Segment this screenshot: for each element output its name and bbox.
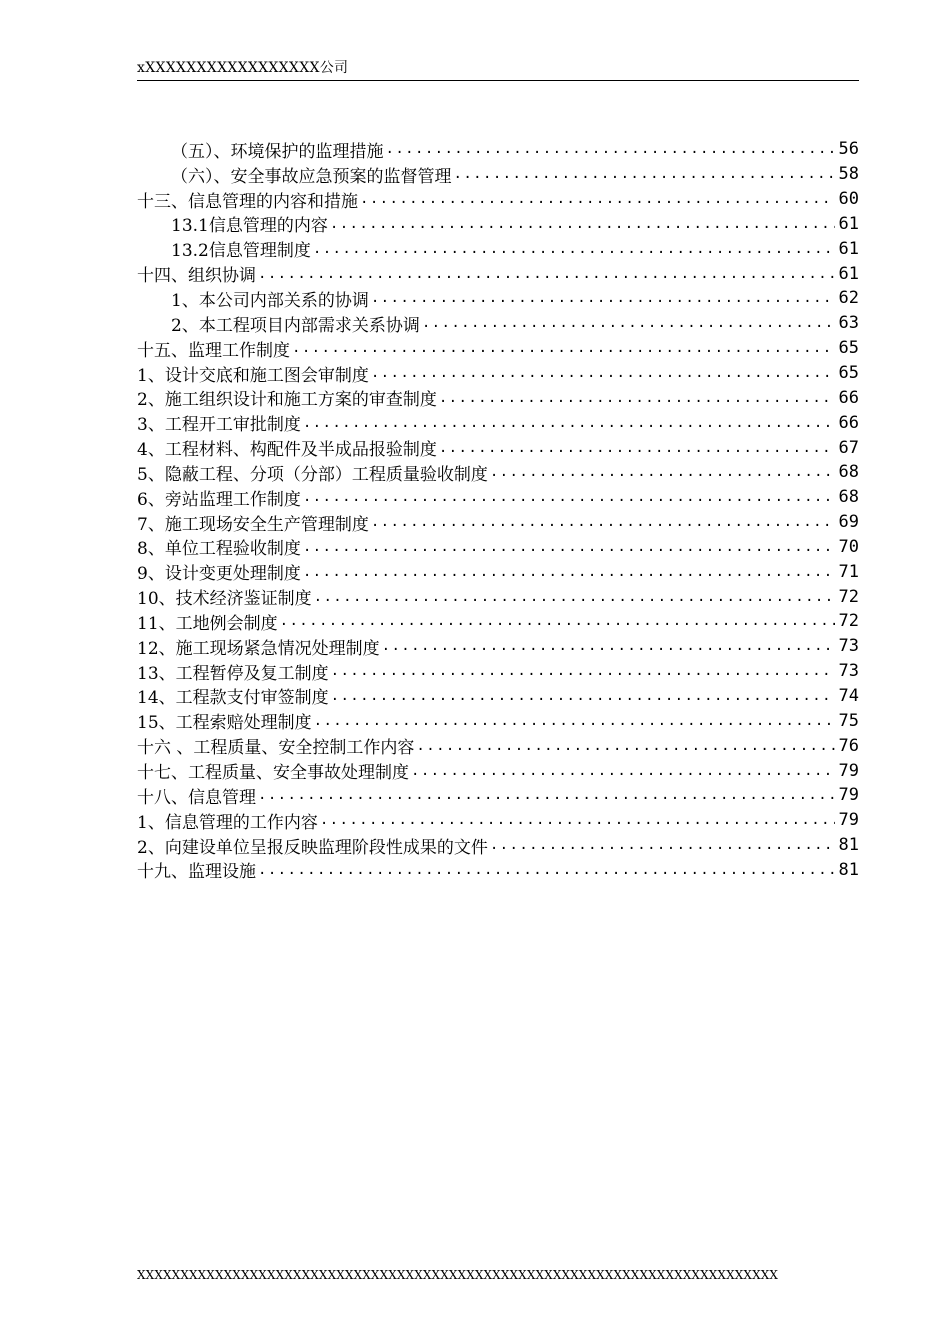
toc-dot-leader bbox=[490, 465, 835, 479]
toc-entry[interactable] bbox=[137, 609, 859, 634]
toc-entry-page-number: 79 bbox=[838, 785, 859, 806]
toc-entry-title: 十八、信息管理 bbox=[137, 787, 256, 808]
toc-entry[interactable] bbox=[137, 485, 859, 510]
table-of-contents bbox=[137, 137, 859, 882]
toc-entry[interactable] bbox=[137, 460, 859, 485]
toc-entry-title: （六）、安全事故应急预案的监督管理 bbox=[171, 166, 452, 187]
toc-dot-leader bbox=[371, 291, 835, 305]
toc-entry-page-number: 60 bbox=[838, 189, 859, 210]
toc-entry-page-number: 75 bbox=[838, 710, 859, 731]
toc-entry-title: 1、本公司内部关系的协调 bbox=[171, 290, 369, 311]
toc-entry-title: 十七、工程质量、安全事故处理制度 bbox=[137, 763, 409, 784]
toc-entry[interactable] bbox=[137, 733, 859, 758]
toc-dot-leader bbox=[386, 142, 836, 156]
toc-entry-page-number: 66 bbox=[838, 387, 859, 408]
toc-entry-title: 8、单位工程验收制度 bbox=[137, 539, 301, 560]
toc-dot-leader bbox=[258, 267, 835, 281]
toc-dot-leader bbox=[303, 490, 835, 504]
toc-dot-leader bbox=[303, 416, 835, 430]
toc-entry-title: （五）、环境保护的监理措施 bbox=[171, 141, 384, 162]
toc-entry[interactable] bbox=[137, 435, 859, 460]
toc-entry[interactable] bbox=[137, 162, 859, 187]
toc-entry-title: 13、工程暂停及复工制度 bbox=[137, 663, 329, 684]
toc-entry-page-number: 81 bbox=[838, 835, 859, 856]
toc-entry-title: 十九、监理设施 bbox=[137, 862, 256, 883]
toc-entry-title: 2、施工组织设计和施工方案的审查制度 bbox=[137, 390, 437, 411]
toc-entry-page-number: 72 bbox=[838, 611, 859, 632]
toc-entry-page-number: 73 bbox=[838, 661, 859, 682]
toc-entry-title: 3、工程开工审批制度 bbox=[137, 415, 301, 436]
toc-entry-title: 13.1信息管理的内容 bbox=[171, 216, 328, 237]
toc-dot-leader bbox=[303, 565, 835, 579]
toc-dot-leader bbox=[360, 192, 835, 206]
toc-entry[interactable] bbox=[137, 833, 859, 858]
toc-entry-title: 十四、组织协调 bbox=[137, 266, 256, 287]
toc-entry[interactable] bbox=[137, 708, 859, 733]
toc-entry[interactable] bbox=[137, 212, 859, 237]
toc-entry-page-number: 68 bbox=[838, 462, 859, 483]
toc-entry-page-number: 56 bbox=[838, 139, 859, 160]
toc-entry-page-number: 76 bbox=[838, 735, 859, 756]
toc-entry[interactable] bbox=[137, 385, 859, 410]
toc-entry[interactable] bbox=[137, 410, 859, 435]
toc-entry[interactable] bbox=[137, 261, 859, 286]
toc-dot-leader bbox=[303, 540, 835, 554]
toc-entry-page-number: 67 bbox=[838, 437, 859, 458]
toc-dot-leader bbox=[330, 217, 835, 231]
toc-dot-leader bbox=[313, 242, 835, 256]
toc-entry-page-number: 63 bbox=[838, 313, 859, 334]
toc-entry-title: 十六 、工程质量、安全控制工作内容 bbox=[137, 738, 415, 759]
toc-dot-leader bbox=[439, 391, 835, 405]
toc-dot-leader bbox=[258, 863, 835, 877]
toc-entry-page-number: 68 bbox=[838, 487, 859, 508]
toc-entry[interactable] bbox=[137, 535, 859, 560]
toc-dot-leader bbox=[416, 739, 835, 753]
toc-dot-leader bbox=[320, 813, 835, 827]
toc-entry-title: 2、向建设单位呈报反映监理阶段性成果的文件 bbox=[137, 837, 488, 858]
toc-entry[interactable] bbox=[137, 187, 859, 212]
toc-entry-title: 2、本工程项目内部需求关系协调 bbox=[171, 315, 420, 336]
toc-entry-title: 10、技术经济鉴证制度 bbox=[137, 589, 312, 610]
header-company-name: xXXXXXXXXXXXXXXXXX公司 bbox=[137, 60, 349, 76]
toc-entry-title: 9、设计变更处理制度 bbox=[137, 564, 301, 585]
toc-entry[interactable] bbox=[137, 659, 859, 684]
toc-entry-title: 11、工地例会制度 bbox=[137, 613, 278, 634]
toc-entry-page-number: 70 bbox=[838, 536, 859, 557]
toc-dot-leader bbox=[258, 788, 835, 802]
toc-entry-title: 15、工程索赔处理制度 bbox=[137, 713, 312, 734]
toc-entry-page-number: 65 bbox=[838, 338, 859, 359]
toc-entry-title: 4、工程材料、构配件及半成品报验制度 bbox=[137, 440, 437, 461]
toc-dot-leader bbox=[331, 689, 835, 703]
toc-dot-leader bbox=[490, 838, 835, 852]
toc-entry-page-number: 79 bbox=[838, 760, 859, 781]
toc-entry[interactable] bbox=[137, 783, 859, 808]
toc-dot-leader bbox=[382, 639, 835, 653]
toc-entry[interactable] bbox=[137, 510, 859, 535]
toc-entry-page-number: 81 bbox=[838, 859, 859, 880]
page-header bbox=[137, 58, 859, 81]
toc-dot-leader bbox=[411, 764, 835, 778]
toc-dot-leader bbox=[292, 341, 835, 355]
toc-entry[interactable] bbox=[137, 559, 859, 584]
toc-dot-leader bbox=[314, 590, 835, 604]
toc-entry-title: 13.2信息管理制度 bbox=[171, 241, 311, 262]
toc-entry-page-number: 79 bbox=[838, 810, 859, 831]
toc-dot-leader bbox=[280, 614, 835, 628]
toc-entry-title: 5、隐蔽工程、分项（分部）工程质量验收制度 bbox=[137, 464, 488, 485]
toc-entry-page-number: 66 bbox=[838, 412, 859, 433]
toc-entry-title: 十五、监理工作制度 bbox=[137, 340, 290, 361]
toc-entry-page-number: 62 bbox=[838, 288, 859, 309]
toc-entry-page-number: 61 bbox=[838, 238, 859, 259]
toc-entry[interactable] bbox=[137, 286, 859, 311]
toc-entry-page-number: 73 bbox=[838, 636, 859, 657]
toc-entry-page-number: 61 bbox=[838, 213, 859, 234]
toc-entry-page-number: 65 bbox=[838, 363, 859, 384]
toc-entry[interactable] bbox=[137, 137, 859, 162]
toc-dot-leader bbox=[331, 664, 835, 678]
toc-entry[interactable] bbox=[137, 808, 859, 833]
toc-entry-page-number: 61 bbox=[838, 263, 859, 284]
toc-entry-title: 7、施工现场安全生产管理制度 bbox=[137, 514, 369, 535]
toc-entry-title: 1、信息管理的工作内容 bbox=[137, 812, 318, 833]
toc-entry-title: 6、旁站监理工作制度 bbox=[137, 489, 301, 510]
toc-entry-title: 十三、信息管理的内容和措施 bbox=[137, 191, 358, 212]
toc-entry-page-number: 74 bbox=[838, 685, 859, 706]
toc-entry-title: 14、工程款支付审签制度 bbox=[137, 688, 329, 709]
toc-dot-leader bbox=[371, 515, 835, 529]
toc-dot-leader bbox=[454, 167, 836, 181]
toc-dot-leader bbox=[314, 714, 835, 728]
toc-entry[interactable] bbox=[137, 584, 859, 609]
toc-dot-leader bbox=[439, 441, 835, 455]
page-footer: XXXXXXXXXXXXXXXXXXXXXXXXXXXXXXXXXXXXXXXXXXXXXXXXXXXXXXXXXXXXXXXXXXXXXXXXXX bbox=[137, 1268, 779, 1282]
toc-dot-leader bbox=[422, 316, 835, 330]
toc-entry[interactable] bbox=[137, 236, 859, 261]
toc-entry[interactable] bbox=[137, 311, 859, 336]
toc-entry[interactable] bbox=[137, 857, 859, 882]
toc-entry-page-number: 58 bbox=[838, 164, 859, 185]
toc-entry[interactable] bbox=[137, 336, 859, 361]
toc-entry-title: 12、施工现场紧急情况处理制度 bbox=[137, 638, 380, 659]
toc-entry[interactable] bbox=[137, 634, 859, 659]
toc-entry-page-number: 72 bbox=[838, 586, 859, 607]
toc-entry-page-number: 71 bbox=[838, 561, 859, 582]
toc-entry[interactable] bbox=[137, 361, 859, 386]
toc-dot-leader bbox=[371, 366, 835, 380]
toc-entry-page-number: 69 bbox=[838, 512, 859, 533]
toc-entry-title: 1、设计交底和施工图会审制度 bbox=[137, 365, 369, 386]
toc-entry[interactable] bbox=[137, 758, 859, 783]
toc-entry[interactable] bbox=[137, 684, 859, 709]
